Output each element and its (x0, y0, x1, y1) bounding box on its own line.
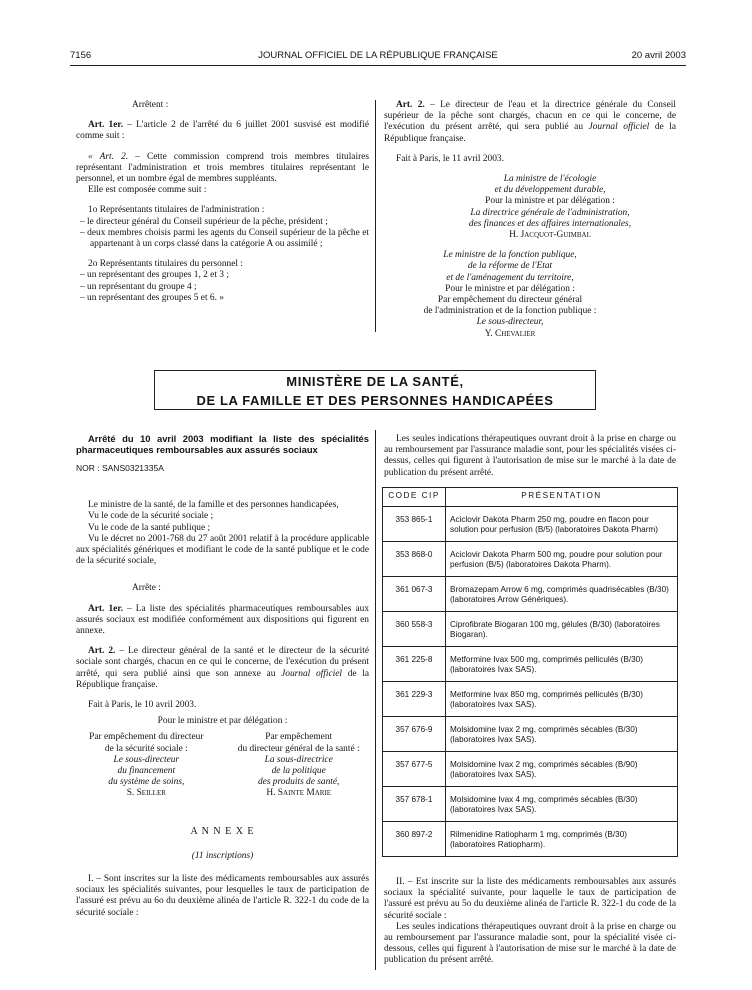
personnel-item: – un représentant des groupes 1, 2 et 3 ; (80, 270, 229, 281)
presentation-text: Bromazepam Arrow 6 mg, comprimés quadrisécables (B/30) (laboratoires Arrow Génériques). (446, 577, 678, 612)
table-row (383, 507, 678, 542)
table-row (383, 577, 678, 612)
delegation-line: Pour le ministre et par délégation : (157, 716, 288, 727)
cip-code: 353 865-1 (383, 507, 446, 542)
table-header-row (383, 488, 678, 507)
signature-securite-sociale (76, 732, 217, 799)
column-divider-bottom (375, 430, 376, 970)
ministry-line: DE LA FAMILLE ET DES PERSONNES HANDICAPÉES (196, 393, 554, 408)
sig-empechement: Par empêchement du directeur général (437, 295, 583, 306)
personnel-item: – un représentant du groupe 4 ; (80, 281, 197, 292)
cip-code: 361 067-3 (383, 577, 446, 612)
table-row (383, 717, 678, 752)
col-presentation: PRÉSENTATION (446, 488, 678, 507)
bottom-left-column (76, 434, 369, 919)
bottom-right-column (384, 434, 676, 479)
cip-code: 361 229-3 (383, 682, 446, 717)
table-row (383, 822, 678, 857)
col-code-cip: CODE CIP (383, 488, 446, 507)
arrete-word: Arrête : (132, 583, 161, 594)
sig-empechement: de l'administration et de la fonction publique : (423, 306, 597, 317)
dual-signature-block (76, 732, 369, 799)
bottom-art1: Art. 1er. – La liste des spécialités pharmaceutiques remboursables aux assurés sociaux est modifiée conformément aux dispositions qui figurent en annexe. (76, 603, 370, 637)
admin-heading: 1o Représentants titulaires de l'administration : (88, 205, 265, 216)
signature-block-ecologie (384, 174, 676, 241)
sig-name: H. Sainte Marie (266, 788, 332, 799)
vu-line: Vu le décret no 2001-768 du 27 août 2001 relatif à la procédure applicable aux spécialités génériques et modifiant le code de la santé publique et le code de la sécurité sociale, (76, 533, 369, 567)
cip-code: 357 678-1 (383, 787, 446, 822)
presentation-text: Molsidomine Ivax 2 mg, comprimés sécables (B/90) (laboratoires Ivax SAS). (446, 752, 678, 787)
sig-empechement: du directeur général de la santé : (237, 743, 360, 754)
journal-title: JOURNAL OFFICIEL DE LA RÉPUBLIQUE FRANÇAISE (258, 50, 498, 61)
sig-empechement: Par empêchement (265, 732, 333, 743)
nor-reference: NOR : SANS0321335A (76, 463, 164, 473)
minister-line: Le ministre de la santé, de la famille et des personnes handicapées, (88, 500, 339, 511)
sig-role: des finances et des affaires internationales, (468, 218, 632, 229)
issue-date: 20 avril 2003 (631, 50, 686, 61)
presentation-text: Ciprofibrate Biogaran 100 mg, gélules (B/30) (laboratoires Biogaran). (446, 612, 678, 647)
sig-title: et de l'aménagement du territoire, (446, 272, 574, 283)
sig-delegation: Pour le ministre et par délégation : (445, 283, 575, 294)
section-2: II. – Est inscrite sur la liste des médicaments remboursables aux assurés sociaux la spécialité suivante, pour laquelle le taux de participation de l'assuré est prévu au 5o du deuxième alinéa de l'article R. 322-1 du code de la sécurité sociale : (384, 877, 676, 921)
sig-delegation: Pour la ministre et par délégation : (485, 196, 615, 207)
vu-line: Vu le code de la santé publique ; (88, 522, 211, 533)
admin-item: – le directeur général du Conseil supérieur de la pêche, président ; (80, 216, 328, 227)
cip-code: 357 677-5 (383, 752, 446, 787)
presentation-text: Molsidomine Ivax 4 mg, comprimés sécables (B/30) (laboratoires Ivax SAS). (446, 787, 678, 822)
ministry-banner (154, 370, 596, 410)
personnel-item: – un représentant des groupes 5 et 6. » (80, 292, 224, 303)
table-row (383, 752, 678, 787)
sig-role: La sous-directrice (264, 754, 333, 765)
annexe-heading: A N N E X E (190, 825, 255, 837)
presentation-text: Rilmenidine Ratiopharm 1 mg, comprimés (B/30) (laboratoires Ratiopharm). (446, 822, 678, 857)
header-rule (70, 65, 686, 66)
top-right-art2: Art. 2. – Le directeur de l'eau et la directrice générale du Conseil supérieur de la pêche sont chargés, chacun en ce qui le concerne, de l'exécution du présent arrêté, qui sera publié au Journal officiel de la République française. (384, 100, 676, 144)
personnel-heading: 2o Représentants titulaires du personnel : (88, 259, 243, 270)
cip-code: 353 868-0 (383, 542, 446, 577)
sig-name: Y. Chevalier (484, 328, 536, 339)
section-1: I. – Sont inscrites sur la liste des médicaments remboursables aux assurés sociaux les spécialités suivantes, pour lesquelles le taux de participation de l'assuré est prévu au 6o du deuxième alinéa de l'article R. 322-1 du code de la sécurité sociale : (76, 874, 369, 918)
top-left-column (76, 100, 369, 304)
sig-role: des produits de santé, (257, 777, 340, 788)
sig-role: Le sous-directeur (113, 754, 180, 765)
ministry-line: MINISTÈRE DE LA SANTÉ, (286, 374, 464, 389)
sig-title: de la réforme de l'Etat (467, 261, 553, 272)
table-row (383, 682, 678, 717)
top-right-column (384, 100, 676, 340)
indications-outro: Les seules indications thérapeutiques ouvrant droit à la prise en charge ou au remboursement par l'assurance maladie sont, pour la spécialité visée ci-dessous, celles qui figurent à l'autorisation de mise sur le marché à la date de publication du présent arrêté. (384, 921, 676, 966)
cip-code: 361 225-8 (383, 647, 446, 682)
inscriptions-count: (11 inscriptions) (191, 850, 254, 861)
sig-title: et du développement durable, (494, 185, 606, 196)
medication-table (382, 487, 678, 857)
table-row (383, 612, 678, 647)
signature-block-fonction-publique (384, 250, 676, 340)
sig-empechement: Par empêchement du directeur (89, 732, 204, 743)
cip-code: 360 558-3 (383, 612, 446, 647)
fait-top: Fait à Paris, le 11 avril 2003. (396, 153, 504, 164)
page-number: 7156 (70, 50, 92, 61)
sig-role: du système de soins, (108, 777, 185, 788)
sig-name: H. Jacquot-Guimbal (509, 230, 591, 241)
admin-item: – deux membres choisis parmi les agents du Conseil supérieur de la pêche et appartenant à un corps classé dans la catégorie A ou assimilé ; (80, 227, 369, 250)
sig-empechement: de la sécurité sociale : (104, 743, 188, 754)
sig-role: de la politique (271, 766, 326, 777)
table-row (383, 647, 678, 682)
arretent: Arrêtent : (132, 100, 169, 110)
sig-title: Le ministre de la fonction publique, (443, 250, 577, 261)
top-art1: Art. 1er. – L'article 2 de l'arrêté du 6 juillet 2001 susvisé est modifié comme suit : (76, 120, 370, 142)
presentation-text: Aciclovir Dakota Pharm 250 mg, poudre en flacon pour solution pour perfusion (B/5) (laboratoires Dakota Pharm) (446, 507, 678, 542)
top-art2-quote: « Art. 2. – Cette commission comprend trois membres titulaires représentant l'administration et trois membres titulaires représentant le personnel, et un nombre égal de membres suppléants. (76, 151, 370, 185)
fait-bottom: Fait à Paris, le 10 avril 2003. (88, 700, 197, 711)
presentation-text: Aciclovir Dakota Pharm 500 mg, poudre pour solution pour perfusion (B/5) (laboratoires Dakota Pharm). (446, 542, 678, 577)
table-row (383, 542, 678, 577)
sig-role: La directrice générale de l'administration, (470, 207, 630, 218)
vu-line: Vu le code de la sécurité sociale ; (88, 511, 214, 522)
composition: Elle est composée comme suit : (88, 185, 207, 196)
arrete-title: Arrêté du 10 avril 2003 modifiant la liste des spécialités pharmaceutiques remboursables aux assurés sociaux (76, 433, 369, 455)
page-header (70, 50, 686, 64)
sig-role: du financement (117, 766, 176, 777)
table-row (383, 787, 678, 822)
sig-name: S. Seiller (126, 788, 166, 799)
cip-code: 357 676-9 (383, 717, 446, 752)
presentation-text: Metformine Ivax 500 mg, comprimés pelliculés (B/30) (laboratoires Ivax SAS). (446, 647, 678, 682)
indications-intro: Les seules indications thérapeutiques ouvrant droit à la prise en charge ou au remboursement par l'assurance maladie sont, pour les spécialités visées ci-dessus, celles qui figurent à l'autorisation de mise sur le marché à la date de publication du présent arrêté. (384, 434, 676, 478)
bottom-art2: Art. 2. – Le directeur général de la santé et le directeur de la sécurité sociale sont chargés, chacun en ce qui le concerne, de l'exécution du présent arrêté, qui sera publié ainsi que son annexe au Journal officiel de la République française. (76, 646, 370, 690)
cip-code: 360 897-2 (383, 822, 446, 857)
column-divider-top (375, 100, 376, 332)
signature-sante (228, 732, 369, 799)
bottom-right-lower (384, 877, 676, 967)
presentation-text: Metformine Ivax 850 mg, comprimés pelliculés (B/30) (laboratoires Ivax SAS). (446, 682, 678, 717)
sig-title: La ministre de l'écologie (503, 174, 597, 185)
presentation-text: Molsidomine Ivax 2 mg, comprimés sécables (B/30) (laboratoires Ivax SAS). (446, 717, 678, 752)
sig-role: Le sous-directeur, (476, 317, 544, 328)
